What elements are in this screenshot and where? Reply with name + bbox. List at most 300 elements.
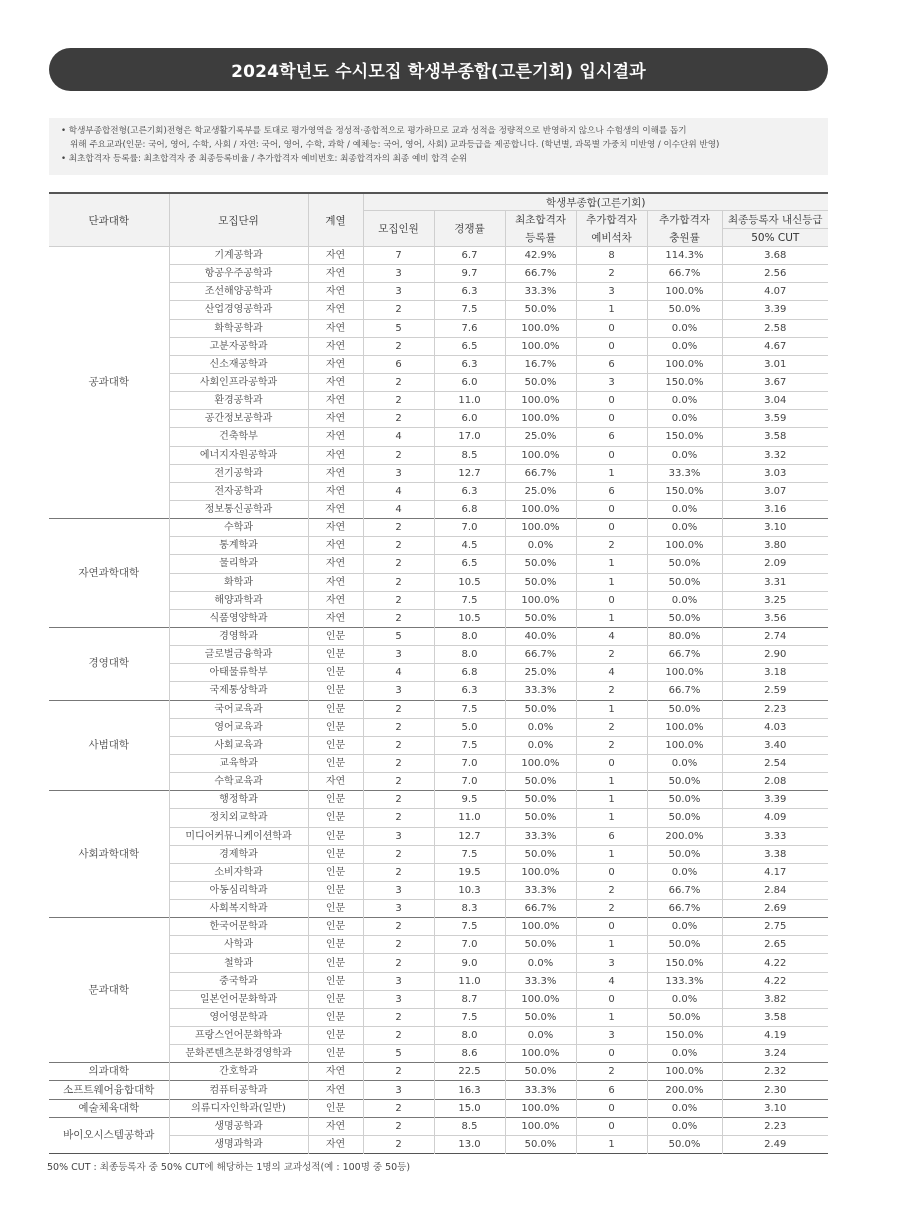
quota-cell: 2 [363, 609, 434, 627]
grade-cut-cell: 2.09 [722, 555, 828, 573]
wait-rank-cell: 1 [576, 773, 647, 791]
grade-cut-cell: 3.80 [722, 537, 828, 555]
grade-cut-cell: 2.90 [722, 646, 828, 664]
ratio-cell: 7.5 [434, 845, 505, 863]
wait-rank-cell: 1 [576, 609, 647, 627]
first-reg-cell: 50.0% [505, 555, 576, 573]
fill-rate-cell: 50.0% [647, 573, 722, 591]
quota-cell: 3 [363, 283, 434, 301]
fill-rate-cell: 0.0% [647, 319, 722, 337]
quota-cell: 3 [363, 827, 434, 845]
grade-cut-cell: 3.16 [722, 500, 828, 518]
first-reg-cell: 0.0% [505, 736, 576, 754]
fill-rate-cell: 50.0% [647, 791, 722, 809]
first-reg-cell: 100.0% [505, 446, 576, 464]
wait-rank-cell: 0 [576, 337, 647, 355]
track-cell: 자연 [308, 373, 363, 391]
dept-cell: 정치외교학과 [169, 809, 308, 827]
wait-rank-cell: 1 [576, 573, 647, 591]
grade-cut-cell: 3.67 [722, 373, 828, 391]
wait-rank-cell: 1 [576, 1008, 647, 1026]
grade-cut-cell: 4.07 [722, 283, 828, 301]
first-reg-cell: 33.3% [505, 1081, 576, 1099]
first-reg-cell: 50.0% [505, 700, 576, 718]
grade-cut-cell: 3.01 [722, 355, 828, 373]
quota-cell: 2 [363, 936, 434, 954]
wait-rank-cell: 2 [576, 881, 647, 899]
wait-rank-cell: 1 [576, 301, 647, 319]
first-reg-cell: 42.9% [505, 247, 576, 265]
first-reg-cell: 66.7% [505, 265, 576, 283]
dept-cell: 철학과 [169, 954, 308, 972]
wait-rank-cell: 0 [576, 1045, 647, 1063]
grade-cut-cell: 2.30 [722, 1081, 828, 1099]
dept-cell: 정보통신공학과 [169, 500, 308, 518]
fill-rate-cell: 0.0% [647, 1099, 722, 1117]
first-reg-cell: 50.0% [505, 791, 576, 809]
dept-cell: 미디어커뮤니케이션학과 [169, 827, 308, 845]
quota-cell: 2 [363, 373, 434, 391]
track-cell: 인문 [308, 936, 363, 954]
track-cell: 자연 [308, 283, 363, 301]
wait-rank-cell: 0 [576, 990, 647, 1008]
ratio-cell: 16.3 [434, 1081, 505, 1099]
dept-cell: 문화콘텐츠문화경영학과 [169, 1045, 308, 1063]
dept-cell: 고분자공학과 [169, 337, 308, 355]
track-cell: 인문 [308, 809, 363, 827]
header-track: 계열 [308, 193, 363, 247]
fill-rate-cell: 66.7% [647, 881, 722, 899]
grade-cut-cell: 4.19 [722, 1027, 828, 1045]
track-cell: 자연 [308, 537, 363, 555]
ratio-cell: 19.5 [434, 863, 505, 881]
track-cell: 인문 [308, 754, 363, 772]
wait-rank-cell: 6 [576, 355, 647, 373]
ratio-cell: 22.5 [434, 1063, 505, 1081]
wait-rank-cell: 0 [576, 591, 647, 609]
grade-cut-cell: 3.40 [722, 736, 828, 754]
first-reg-cell: 100.0% [505, 519, 576, 537]
grade-cut-cell: 3.07 [722, 482, 828, 500]
grade-cut-cell: 4.22 [722, 972, 828, 990]
ratio-cell: 10.5 [434, 573, 505, 591]
first-reg-cell: 100.0% [505, 863, 576, 881]
track-cell: 인문 [308, 627, 363, 645]
quota-cell: 2 [363, 718, 434, 736]
grade-cut-cell: 4.03 [722, 718, 828, 736]
wait-rank-cell: 4 [576, 627, 647, 645]
first-reg-cell: 50.0% [505, 1135, 576, 1153]
quota-cell: 2 [363, 446, 434, 464]
dept-cell: 신소재공학과 [169, 355, 308, 373]
fill-rate-cell: 50.0% [647, 301, 722, 319]
first-reg-cell: 100.0% [505, 392, 576, 410]
grade-cut-cell: 2.54 [722, 754, 828, 772]
track-cell: 자연 [308, 500, 363, 518]
first-reg-cell: 100.0% [505, 1045, 576, 1063]
dept-cell: 사학과 [169, 936, 308, 954]
track-cell: 자연 [308, 428, 363, 446]
fill-rate-cell: 0.0% [647, 754, 722, 772]
ratio-cell: 9.0 [434, 954, 505, 972]
fill-rate-cell: 80.0% [647, 627, 722, 645]
fill-rate-cell: 0.0% [647, 863, 722, 881]
dept-cell: 프랑스언어문화학과 [169, 1027, 308, 1045]
wait-rank-cell: 0 [576, 500, 647, 518]
first-reg-cell: 40.0% [505, 627, 576, 645]
quota-cell: 2 [363, 392, 434, 410]
first-reg-cell: 66.7% [505, 900, 576, 918]
quota-cell: 2 [363, 773, 434, 791]
ratio-cell: 8.0 [434, 1027, 505, 1045]
fill-rate-cell: 100.0% [647, 283, 722, 301]
ratio-cell: 11.0 [434, 809, 505, 827]
quota-cell: 2 [363, 791, 434, 809]
header-fill-sub: 충원률 [647, 229, 722, 247]
track-cell: 인문 [308, 827, 363, 845]
wait-rank-cell: 0 [576, 1117, 647, 1135]
track-cell: 인문 [308, 791, 363, 809]
header-grade-sub: 50% CUT [722, 229, 828, 247]
first-reg-cell: 33.3% [505, 283, 576, 301]
first-reg-cell: 50.0% [505, 936, 576, 954]
ratio-cell: 7.5 [434, 736, 505, 754]
ratio-cell: 7.5 [434, 591, 505, 609]
wait-rank-cell: 6 [576, 1081, 647, 1099]
dept-cell: 기계공학과 [169, 247, 308, 265]
track-cell: 자연 [308, 446, 363, 464]
wait-rank-cell: 2 [576, 265, 647, 283]
first-reg-cell: 100.0% [505, 500, 576, 518]
track-cell: 자연 [308, 1117, 363, 1135]
track-cell: 인문 [308, 1045, 363, 1063]
quota-cell: 2 [363, 301, 434, 319]
fill-rate-cell: 0.0% [647, 446, 722, 464]
college-cell: 사회과학대학 [49, 791, 169, 918]
first-reg-cell: 100.0% [505, 319, 576, 337]
track-cell: 자연 [308, 464, 363, 482]
track-cell: 인문 [308, 664, 363, 682]
wait-rank-cell: 6 [576, 428, 647, 446]
grade-cut-cell: 3.10 [722, 1099, 828, 1117]
quota-cell: 2 [363, 1063, 434, 1081]
track-cell: 자연 [308, 573, 363, 591]
grade-cut-cell: 3.24 [722, 1045, 828, 1063]
quota-cell: 2 [363, 736, 434, 754]
fill-rate-cell: 50.0% [647, 700, 722, 718]
dept-cell: 영어영문학과 [169, 1008, 308, 1026]
header-grade: 최종등록자 내신등급 [722, 211, 828, 229]
header-ratio: 경쟁률 [434, 211, 505, 247]
quota-cell: 2 [363, 754, 434, 772]
track-cell: 인문 [308, 900, 363, 918]
ratio-cell: 10.5 [434, 609, 505, 627]
ratio-cell: 7.0 [434, 936, 505, 954]
first-reg-cell: 0.0% [505, 537, 576, 555]
dept-cell: 중국학과 [169, 972, 308, 990]
quota-cell: 5 [363, 1045, 434, 1063]
first-reg-cell: 100.0% [505, 918, 576, 936]
ratio-cell: 8.3 [434, 900, 505, 918]
ratio-cell: 9.5 [434, 791, 505, 809]
fill-rate-cell: 0.0% [647, 918, 722, 936]
grade-cut-cell: 3.31 [722, 573, 828, 591]
ratio-cell: 7.5 [434, 918, 505, 936]
fill-rate-cell: 100.0% [647, 664, 722, 682]
college-cell: 바이오시스템공학과 [49, 1117, 169, 1153]
quota-cell: 2 [363, 1135, 434, 1153]
track-cell: 자연 [308, 482, 363, 500]
ratio-cell: 15.0 [434, 1099, 505, 1117]
table-row [49, 1099, 828, 1117]
wait-rank-cell: 3 [576, 373, 647, 391]
first-reg-cell: 50.0% [505, 573, 576, 591]
fill-rate-cell: 0.0% [647, 990, 722, 1008]
ratio-cell: 6.7 [434, 247, 505, 265]
quota-cell: 2 [363, 573, 434, 591]
fill-rate-cell: 100.0% [647, 355, 722, 373]
grade-cut-cell: 2.32 [722, 1063, 828, 1081]
grade-cut-cell: 3.58 [722, 1008, 828, 1026]
wait-rank-cell: 8 [576, 247, 647, 265]
dept-cell: 사회인프라공학과 [169, 373, 308, 391]
wait-rank-cell: 3 [576, 954, 647, 972]
grade-cut-cell: 2.49 [722, 1135, 828, 1153]
fill-rate-cell: 0.0% [647, 410, 722, 428]
fill-rate-cell: 150.0% [647, 482, 722, 500]
first-reg-cell: 100.0% [505, 1099, 576, 1117]
grade-cut-cell: 3.32 [722, 446, 828, 464]
ratio-cell: 6.3 [434, 682, 505, 700]
quota-cell: 5 [363, 319, 434, 337]
track-cell: 인문 [308, 990, 363, 1008]
first-reg-cell: 33.3% [505, 827, 576, 845]
track-cell: 인문 [308, 646, 363, 664]
ratio-cell: 12.7 [434, 464, 505, 482]
track-cell: 자연 [308, 301, 363, 319]
wait-rank-cell: 0 [576, 446, 647, 464]
fill-rate-cell: 0.0% [647, 519, 722, 537]
ratio-cell: 6.0 [434, 373, 505, 391]
note-line: 위해 주요교과(인문: 국어, 영어, 수학, 사회 / 자연: 국어, 영어, 수학, 과학 / 예체능: 국어, 영어, 사회) 교과등급을 제공합니다. (학년별, 과목별 가중치 미반영 / 이수단위 반영) [70, 140, 720, 150]
dept-cell: 전자공학과 [169, 482, 308, 500]
fill-rate-cell: 50.0% [647, 1135, 722, 1153]
grade-cut-cell: 2.08 [722, 773, 828, 791]
dept-cell: 경제학과 [169, 845, 308, 863]
grade-cut-cell: 3.04 [722, 392, 828, 410]
college-cell: 문과대학 [49, 918, 169, 1063]
fill-rate-cell: 0.0% [647, 337, 722, 355]
track-cell: 인문 [308, 863, 363, 881]
grade-cut-cell: 2.75 [722, 918, 828, 936]
dept-cell: 컴퓨터공학과 [169, 1081, 308, 1099]
wait-rank-cell: 1 [576, 809, 647, 827]
wait-rank-cell: 2 [576, 537, 647, 555]
dept-cell: 해양과학과 [169, 591, 308, 609]
wait-rank-cell: 2 [576, 682, 647, 700]
first-reg-cell: 50.0% [505, 773, 576, 791]
quota-cell: 2 [363, 845, 434, 863]
wait-rank-cell: 6 [576, 482, 647, 500]
wait-rank-cell: 2 [576, 736, 647, 754]
grade-cut-cell: 2.23 [722, 700, 828, 718]
quota-cell: 4 [363, 482, 434, 500]
ratio-cell: 7.5 [434, 1008, 505, 1026]
grade-cut-cell: 4.67 [722, 337, 828, 355]
table-row [49, 247, 828, 265]
fill-rate-cell: 33.3% [647, 464, 722, 482]
first-reg-cell: 50.0% [505, 809, 576, 827]
table-row [49, 1063, 828, 1081]
wait-rank-cell: 3 [576, 283, 647, 301]
dept-cell: 의류디자인학과(일반) [169, 1099, 308, 1117]
ratio-cell: 8.6 [434, 1045, 505, 1063]
results-body [49, 247, 828, 1154]
wait-rank-cell: 1 [576, 845, 647, 863]
results-table [49, 192, 828, 1154]
ratio-cell: 12.7 [434, 827, 505, 845]
quota-cell: 2 [363, 337, 434, 355]
college-cell: 소프트웨어융합대학 [49, 1081, 169, 1099]
dept-cell: 교육학과 [169, 754, 308, 772]
track-cell: 자연 [308, 1135, 363, 1153]
dept-cell: 산업경영공학과 [169, 301, 308, 319]
quota-cell: 3 [363, 646, 434, 664]
quota-cell: 3 [363, 990, 434, 1008]
table-row [49, 918, 828, 936]
ratio-cell: 7.5 [434, 700, 505, 718]
quota-cell: 7 [363, 247, 434, 265]
track-cell: 자연 [308, 355, 363, 373]
fill-rate-cell: 100.0% [647, 736, 722, 754]
first-reg-cell: 100.0% [505, 591, 576, 609]
header-college: 단과대학 [49, 193, 169, 247]
quota-cell: 2 [363, 591, 434, 609]
grade-cut-cell: 3.10 [722, 519, 828, 537]
quota-cell: 2 [363, 1099, 434, 1117]
note-line: • 최초합격자 등록률: 최초합격자 중 최종등록비율 / 추가합격자 예비번호: 최종합격자의 최종 예비 합격 순위 [61, 154, 468, 164]
dept-cell: 사회교육과 [169, 736, 308, 754]
track-cell: 인문 [308, 1027, 363, 1045]
grade-cut-cell: 3.82 [722, 990, 828, 1008]
grade-cut-cell: 2.74 [722, 627, 828, 645]
first-reg-cell: 100.0% [505, 754, 576, 772]
wait-rank-cell: 0 [576, 754, 647, 772]
first-reg-cell: 33.3% [505, 972, 576, 990]
track-cell: 자연 [308, 591, 363, 609]
first-reg-cell: 50.0% [505, 373, 576, 391]
dept-cell: 생명과학과 [169, 1135, 308, 1153]
header-group: 학생부종합(고른기회) [363, 193, 828, 211]
wait-rank-cell: 2 [576, 900, 647, 918]
track-cell: 자연 [308, 609, 363, 627]
track-cell: 자연 [308, 1081, 363, 1099]
quota-cell: 3 [363, 682, 434, 700]
grade-cut-cell: 2.58 [722, 319, 828, 337]
grade-cut-cell: 3.56 [722, 609, 828, 627]
ratio-cell: 6.8 [434, 664, 505, 682]
grade-cut-cell: 3.25 [722, 591, 828, 609]
table-row [49, 519, 828, 537]
dept-cell: 글로벌금융학과 [169, 646, 308, 664]
fill-rate-cell: 50.0% [647, 845, 722, 863]
track-cell: 자연 [308, 555, 363, 573]
grade-cut-cell: 3.58 [722, 428, 828, 446]
ratio-cell: 8.5 [434, 1117, 505, 1135]
quota-cell: 5 [363, 627, 434, 645]
dept-cell: 아동심리학과 [169, 881, 308, 899]
fill-rate-cell: 66.7% [647, 900, 722, 918]
dept-cell: 사회복지학과 [169, 900, 308, 918]
college-cell: 자연과학대학 [49, 519, 169, 628]
fill-rate-cell: 114.3% [647, 247, 722, 265]
wait-rank-cell: 4 [576, 972, 647, 990]
table-row [49, 627, 828, 645]
grade-cut-cell: 2.84 [722, 881, 828, 899]
college-cell: 의과대학 [49, 1063, 169, 1081]
track-cell: 인문 [308, 972, 363, 990]
table-row [49, 791, 828, 809]
dept-cell: 간호학과 [169, 1063, 308, 1081]
first-reg-cell: 50.0% [505, 301, 576, 319]
ratio-cell: 4.5 [434, 537, 505, 555]
quota-cell: 2 [363, 555, 434, 573]
track-cell: 자연 [308, 773, 363, 791]
dept-cell: 에너지자원공학과 [169, 446, 308, 464]
grade-cut-cell: 2.56 [722, 265, 828, 283]
grade-cut-cell: 3.03 [722, 464, 828, 482]
dept-cell: 화학공학과 [169, 319, 308, 337]
first-reg-cell: 16.7% [505, 355, 576, 373]
dept-cell: 통계학과 [169, 537, 308, 555]
first-reg-cell: 66.7% [505, 464, 576, 482]
track-cell: 자연 [308, 247, 363, 265]
dept-cell: 조선해양공학과 [169, 283, 308, 301]
dept-cell: 전기공학과 [169, 464, 308, 482]
fill-rate-cell: 0.0% [647, 1045, 722, 1063]
ratio-cell: 5.0 [434, 718, 505, 736]
fill-rate-cell: 150.0% [647, 373, 722, 391]
dept-cell: 국제통상학과 [169, 682, 308, 700]
track-cell: 인문 [308, 682, 363, 700]
track-cell: 자연 [308, 1063, 363, 1081]
track-cell: 자연 [308, 337, 363, 355]
quota-cell: 3 [363, 464, 434, 482]
wait-rank-cell: 3 [576, 1027, 647, 1045]
ratio-cell: 7.0 [434, 773, 505, 791]
grade-cut-cell: 3.39 [722, 791, 828, 809]
fill-rate-cell: 50.0% [647, 555, 722, 573]
quota-cell: 6 [363, 355, 434, 373]
dept-cell: 영어교육과 [169, 718, 308, 736]
grade-cut-cell: 3.68 [722, 247, 828, 265]
quota-cell: 2 [363, 519, 434, 537]
fill-rate-cell: 200.0% [647, 827, 722, 845]
ratio-cell: 8.0 [434, 627, 505, 645]
wait-rank-cell: 1 [576, 555, 647, 573]
header-first-reg-sub: 등록률 [505, 229, 576, 247]
dept-cell: 국어교육과 [169, 700, 308, 718]
track-cell: 인문 [308, 954, 363, 972]
grade-cut-cell: 3.59 [722, 410, 828, 428]
ratio-cell: 8.0 [434, 646, 505, 664]
first-reg-cell: 0.0% [505, 954, 576, 972]
track-cell: 자연 [308, 410, 363, 428]
dept-cell: 수학교육과 [169, 773, 308, 791]
track-cell: 인문 [308, 1008, 363, 1026]
track-cell: 인문 [308, 718, 363, 736]
fill-rate-cell: 150.0% [647, 1027, 722, 1045]
